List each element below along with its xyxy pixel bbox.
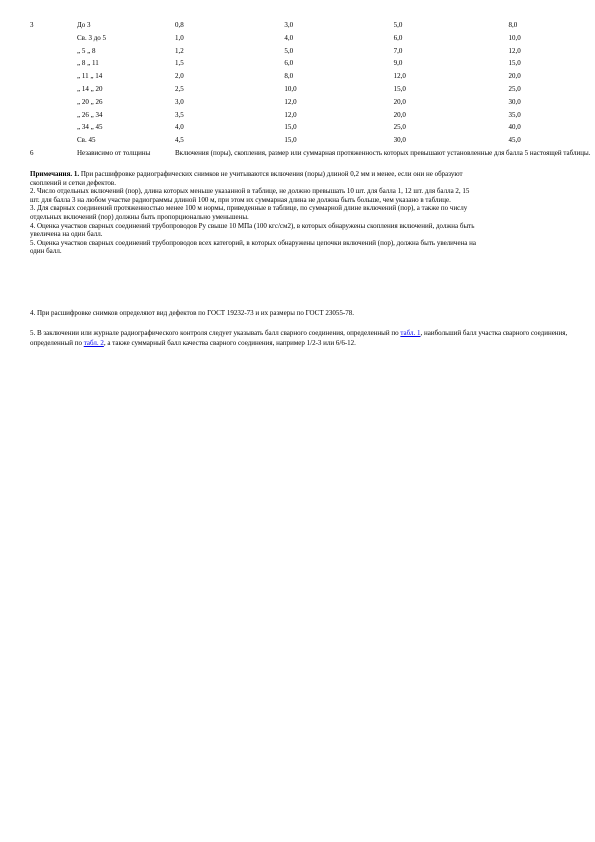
cell-total-length-1: 5,0: [284, 46, 294, 55]
cell-total-length-1: 12,0: [284, 97, 297, 106]
cell-thickness: „ 8 „ 11: [77, 59, 99, 68]
cell-total-length-2: 30,0: [393, 136, 406, 145]
cell-score: [30, 134, 77, 147]
table-row: [30, 134, 590, 147]
cell-score: [30, 121, 77, 134]
paragraph-5-part-3: , а также суммарный балл качества сварного соединения, например 1/2-3 или 6/6-12.: [103, 338, 356, 347]
cell-single-length: 2,5: [175, 84, 184, 93]
cell-total-length-3: 15,0: [508, 59, 521, 68]
paragraph-5-part-2: , наибольший балл участка сварного соединения, определенный по: [30, 329, 568, 347]
table-row: [30, 96, 590, 109]
cell-single-length: 4,5: [175, 136, 184, 145]
cell-total-length-1: 12,0: [284, 110, 297, 119]
cell-total-length-3: 25,0: [508, 84, 521, 93]
cell-score: [30, 109, 77, 122]
cell-score: [30, 96, 77, 109]
paragraph-5: [30, 329, 570, 349]
table-row-score-6: [30, 147, 590, 158]
cell-single-length: 1,0: [175, 33, 184, 42]
notes-heading: Примечания. 1.: [30, 170, 80, 178]
cell-total-length-2: 20,0: [393, 97, 406, 106]
cell-score: 3: [30, 21, 34, 29]
cell-single-length: 2,0: [175, 72, 184, 81]
cell-total-length-1: 6,0: [284, 59, 294, 68]
table-body: [30, 19, 590, 147]
cell-total-length-1: 8,0: [284, 72, 294, 81]
cell-total-length-3: 10,0: [508, 33, 521, 42]
cell-score: 6: [30, 148, 34, 157]
cell-single-length: 4,0: [175, 123, 184, 132]
cell-total-length-3: 20,0: [508, 72, 521, 81]
paragraph-5-part-1: 5. В заключении или журнале радиографического контроля следует указывать балл сварного соединения, определенный по: [30, 329, 401, 337]
note-1: [30, 170, 480, 187]
cell-total-length-3: 8,0: [508, 21, 518, 29]
note-1-text: При расшифровке радиографических снимков не учитываются включения (поры) длиной 0,2 мм и менее, если они не образуют скоплений и сетки дефектов.: [30, 170, 463, 187]
cell-total-length-1: 15,0: [284, 123, 297, 132]
cell-score: [30, 45, 77, 58]
cell-thickness: До 3: [77, 21, 91, 29]
note-2: 2. Число отдельных включений (пор), длина которых меньше указанной в таблице, не должно превышать 10 шт. для балла 1, 12 шт. для балла 2, 15 шт. для балла 3 на любом участке радиограммы длиной 100 м, при этом их суммарная длина не должна быть больше, чем указано в таблице.: [30, 187, 470, 204]
cell-total-length-2: 5,0: [393, 21, 403, 29]
cell-total-length-2: 6,0: [393, 33, 403, 42]
table-row: [30, 57, 590, 70]
cell-thickness: „ 34 „ 45: [77, 123, 103, 132]
cell-total-length-3: 40,0: [508, 123, 521, 132]
table-row: [30, 121, 590, 134]
table-row: [30, 32, 590, 45]
note-5: 5. Оценка участков сварных соединений трубопроводов всех категорий, в которых обнаружены цепочки включений (пор), должна быть увеличена на один балл.: [30, 238, 477, 256]
cell-score: [30, 83, 77, 96]
cell-single-length: 3,5: [175, 110, 184, 119]
cell-total-length-3: 45,0: [508, 136, 521, 145]
cell-total-length-1: 10,0: [284, 84, 297, 93]
table-row: [30, 109, 590, 122]
cell-thickness: „ 5 „ 8: [77, 46, 96, 55]
cell-total-length-2: 9,0: [393, 59, 403, 68]
cell-thickness: Св. 45: [77, 136, 96, 145]
table-notes: [30, 170, 480, 256]
cell-thickness: Св. 3 до 5: [77, 33, 107, 42]
cell-single-length: 1,5: [175, 59, 184, 68]
cell-thickness: „ 11 „ 14: [77, 72, 103, 81]
cell-total-length-2: 25,0: [393, 123, 406, 132]
cell-single-length: 3,0: [175, 97, 184, 106]
cell-single-length: 0,8: [175, 21, 184, 29]
cell-score: [30, 57, 77, 70]
cell-total-length-3: 12,0: [508, 46, 521, 55]
cell-single-length: 1,2: [175, 46, 184, 55]
table-2-link[interactable]: табл. 2: [83, 338, 104, 347]
paragraph-4: [30, 309, 570, 319]
cell-description: Включения (поры), скопления, размер или суммарная протяженность которых превышают установленные для балла 5 настоящей таблицы.: [175, 148, 591, 157]
cell-total-length-2: 20,0: [393, 110, 406, 119]
cell-total-length-1: 3,0: [284, 21, 294, 29]
table-row: [30, 19, 590, 32]
paragraph-4-text: 4. При расшифровке снимков определяют вид дефектов по ГОСТ 19232-73 и их размеры по ГОСТ 23055-78.: [30, 309, 354, 317]
table-row: [30, 45, 590, 58]
table-row: [30, 70, 590, 83]
note-3: 3. Для сварных соединений протяженностью менее 100 м нормы, приведенные в таблице, по суммарной длине включений (пор), а также по числу отдельных включений (пор) должны быть пропорционально уменьшены.: [30, 204, 468, 221]
cell-total-length-1: 4,0: [284, 33, 294, 42]
cell-total-length-3: 35,0: [508, 110, 521, 119]
cell-total-length-1: 15,0: [284, 136, 297, 145]
paragraph-5-text: [30, 329, 570, 349]
cell-total-length-2: 7,0: [393, 46, 403, 55]
cell-thickness: „ 14 „ 20: [77, 84, 103, 93]
cell-thickness: „ 26 „ 34: [77, 110, 103, 119]
cell-thickness: „ 20 „ 26: [77, 97, 103, 106]
cell-total-length-2: 12,0: [393, 72, 406, 81]
note-4: 4. Оценка участков сварных соединений трубопроводов Ру свыше 10 МПа (100 кгс/см2), в которых обнаружены скопления включений, должна быть увеличена на один балл.: [30, 221, 475, 239]
table-row: [30, 83, 590, 96]
cell-score: [30, 32, 77, 45]
table-1-link[interactable]: табл. 1: [400, 329, 421, 337]
cell-score: [30, 70, 77, 83]
defect-norms-table: [30, 19, 590, 158]
cell-thickness: Независимо от толщины: [77, 148, 151, 157]
cell-total-length-3: 30,0: [508, 97, 521, 106]
cell-total-length-2: 15,0: [393, 84, 406, 93]
